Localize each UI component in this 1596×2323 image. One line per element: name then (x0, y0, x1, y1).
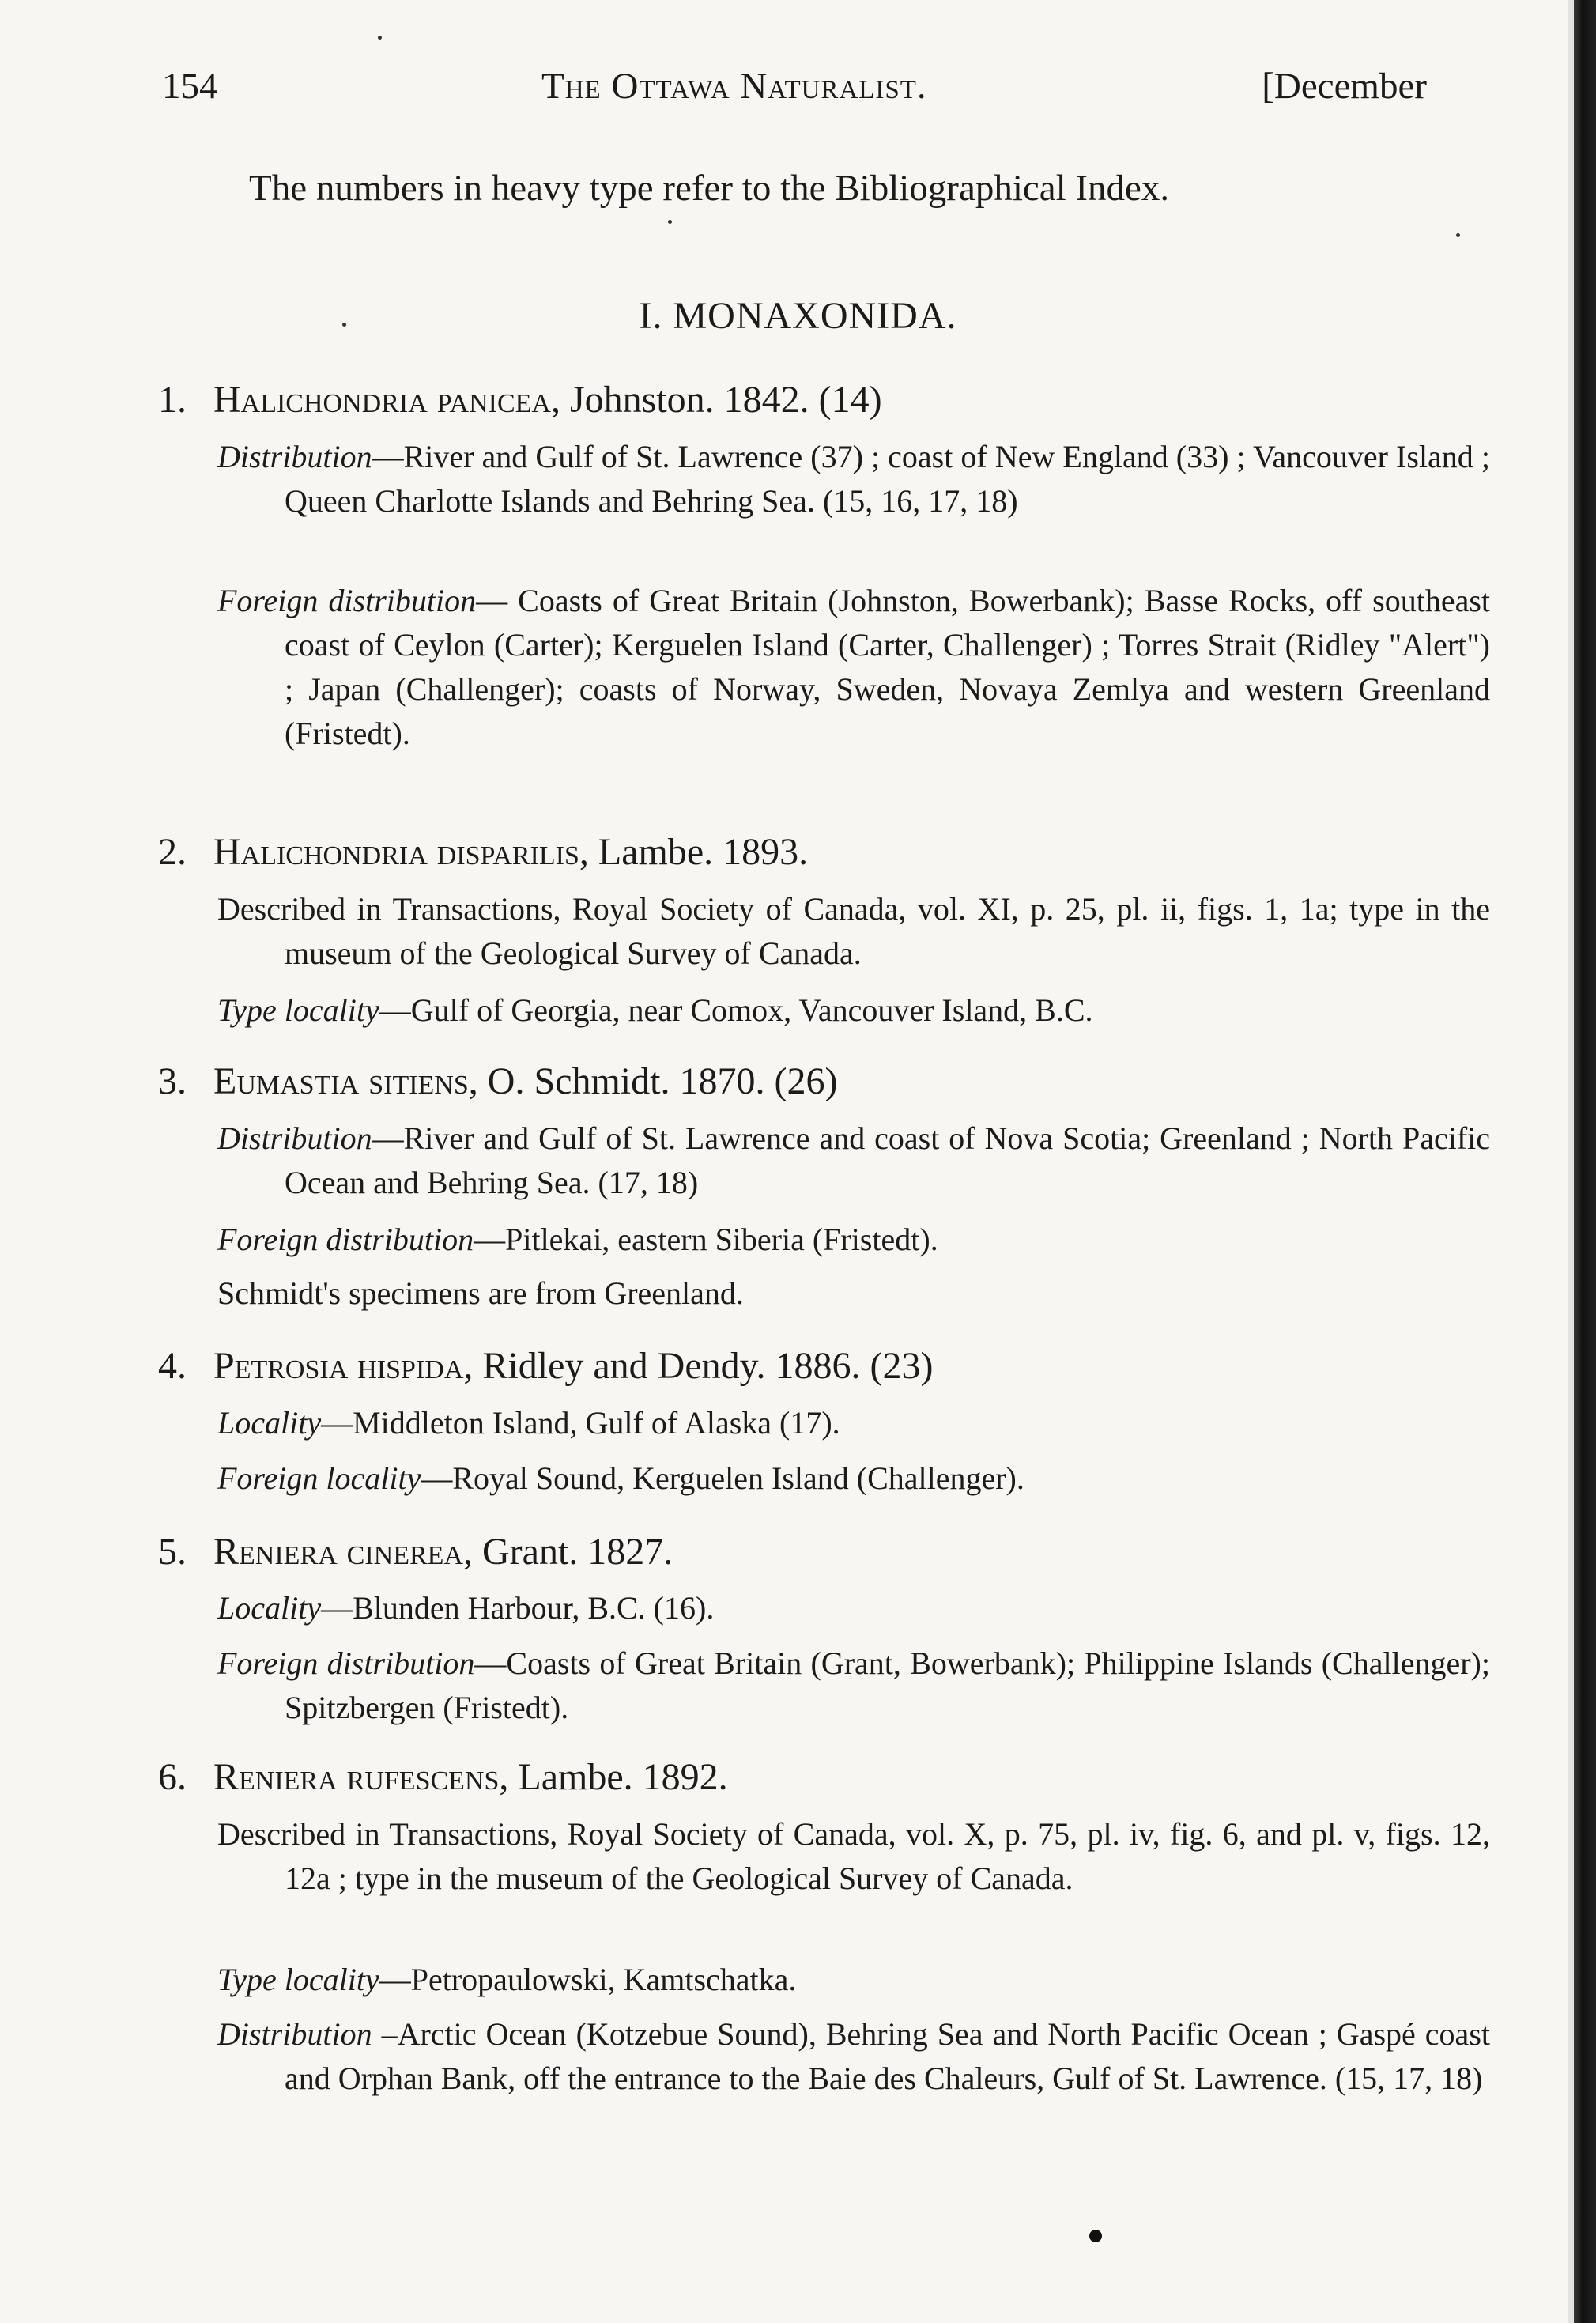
species-name: Reniera cinerea, (213, 1531, 473, 1573)
species-author: Grant. 1827. (481, 1531, 673, 1573)
paragraph-text: —Middleton Island, Gulf of Alaska (17). (321, 1405, 840, 1441)
species-name: Halichondria disparilis, (213, 831, 589, 873)
paragraph-label: Foreign distribution (217, 1222, 474, 1257)
paragraph-text: Described in Transactions, Royal Society of Canada, vol. X, p. 75, pl. iv, fig. 6, and pl. v, figs. 12, 12a ; type in the museum of the Geological Survey of Canada. (217, 1816, 1490, 1896)
paragraph-text: — Coasts of Great Britain (Johnston, Bowerbank); Basse Rocks, off southeast coast of Ceylon (Carter); Kerguelen Island (Carter, Challenger) ; Torres Strait (Ridley "Alert") ; Japan (Challenger); coasts of Norway, Sweden, Novaya Zemlya and western Greenland (Fristedt). (285, 583, 1491, 751)
running-header (162, 65, 1427, 112)
paragraph-label: Foreign distribution (217, 1645, 475, 1681)
species-author: Lambe. 1893. (598, 831, 809, 873)
species-number: 3. (158, 1060, 187, 1102)
paragraph-label: Distribution (217, 439, 372, 474)
paragraph-text: —Pitlekai, eastern Siberia (Fristedt). (474, 1222, 938, 1257)
header-month: [December (1262, 66, 1427, 107)
binding-edge (1574, 0, 1596, 2323)
page-number: 154 (162, 66, 218, 107)
species-name: Eumastia sitiens, (213, 1060, 478, 1102)
paragraph-label: Locality (217, 1590, 322, 1626)
species-heading (158, 830, 808, 874)
species-author: O. Schmidt. 1870. (26) (487, 1060, 838, 1102)
paragraph-text: —Coasts of Great Britain (Grant, Bowerbank); Philippine Islands (Challenger); Spitzbergen (Fristedt). (285, 1645, 1490, 1725)
entry-paragraph (217, 887, 1490, 976)
entry-paragraph (217, 579, 1490, 756)
species-author: Johnston. 1842. (14) (569, 379, 882, 421)
species-name: Halichondria panicea, (213, 379, 560, 421)
paragraph-text: —River and Gulf of St. Lawrence and coast of Nova Scotia; Greenland ; North Pacific Ocean and Behring Sea. (17, 18) (285, 1120, 1490, 1200)
species-number: 4. (158, 1345, 187, 1387)
entry-paragraph (217, 435, 1490, 523)
entry-paragraph (217, 1456, 1490, 1501)
entry-paragraph (217, 1958, 1490, 2002)
species-name: Petrosia hispida, (213, 1345, 474, 1387)
species-heading (158, 1344, 934, 1388)
paragraph-text: —Royal Sound, Kerguelen Island (Challenger). (421, 1460, 1024, 1496)
entry-paragraph (217, 988, 1490, 1033)
species-author: Lambe. 1892. (518, 1756, 728, 1798)
ink-dot (1089, 2230, 1102, 2242)
species-heading (158, 1060, 837, 1103)
ink-speck (1456, 233, 1460, 237)
entry-paragraph (217, 1116, 1490, 1205)
journal-title: The Ottawa Naturalist. (541, 66, 927, 107)
species-heading (158, 378, 882, 421)
paragraph-text: —Gulf of Georgia, near Comox, Vancouver Island, B.C. (379, 992, 1093, 1028)
paragraph-text: Schmidt's specimens are from Greenland. (217, 1275, 744, 1311)
species-heading (158, 1530, 673, 1573)
entry-paragraph (217, 1218, 1490, 1262)
section-title: I. MONAXONIDA. (639, 295, 957, 337)
species-number: 2. (158, 831, 187, 873)
paragraph-label: Type locality (217, 1962, 379, 1997)
paragraph-label: Locality (217, 1405, 322, 1441)
species-name: Reniera rufescens, (213, 1756, 509, 1798)
paragraph-text: —Petropaulowski, Kamtschatka. (379, 1962, 797, 1997)
entry-paragraph (217, 1401, 1490, 1445)
species-number: 1. (158, 379, 187, 421)
paragraph-label: Distribution (217, 2016, 372, 2052)
paragraph-label: Type locality (217, 992, 379, 1028)
species-author: Ridley and Dendy. 1886. (23) (482, 1345, 934, 1387)
binding-shadow (1568, 0, 1574, 2323)
paragraph-text: –Arctic Ocean (Kotzebue Sound), Behring Sea and North Pacific Ocean ; Gaspé coast and Orphan Bank, off the entrance to the Baie des Chaleurs, Gulf of St. Lawrence. (15, 17, 18) (285, 2016, 1490, 2096)
entry-paragraph (217, 2012, 1490, 2101)
paragraph-label: Foreign locality (217, 1460, 421, 1496)
paragraph-text: Described in Transactions, Royal Society of Canada, vol. XI, p. 25, pl. ii, figs. 1, 1a; type in the museum of the Geological Survey of Canada. (217, 891, 1490, 971)
entry-paragraph (217, 1271, 1490, 1316)
paragraph-text: —Blunden Harbour, B.C. (16). (321, 1590, 715, 1626)
paragraph-label: Foreign distribution (217, 583, 477, 618)
ink-speck (378, 36, 382, 40)
ink-speck (342, 323, 346, 327)
species-number: 6. (158, 1756, 187, 1798)
species-heading (158, 1755, 728, 1799)
ink-speck (668, 220, 672, 224)
intro-note: The numbers in heavy type refer to the Bibliographical Index. (249, 168, 1170, 209)
entry-paragraph (217, 1812, 1490, 1901)
paragraph-label: Distribution (217, 1120, 372, 1156)
entry-paragraph (217, 1641, 1490, 1730)
species-number: 5. (158, 1531, 187, 1573)
paragraph-text: —River and Gulf of St. Lawrence (37) ; coast of New England (33) ; Vancouver Island ; Queen Charlotte Islands and Behring Sea. (15, 16, 17, 18) (285, 439, 1490, 519)
entry-paragraph (217, 1586, 1490, 1630)
